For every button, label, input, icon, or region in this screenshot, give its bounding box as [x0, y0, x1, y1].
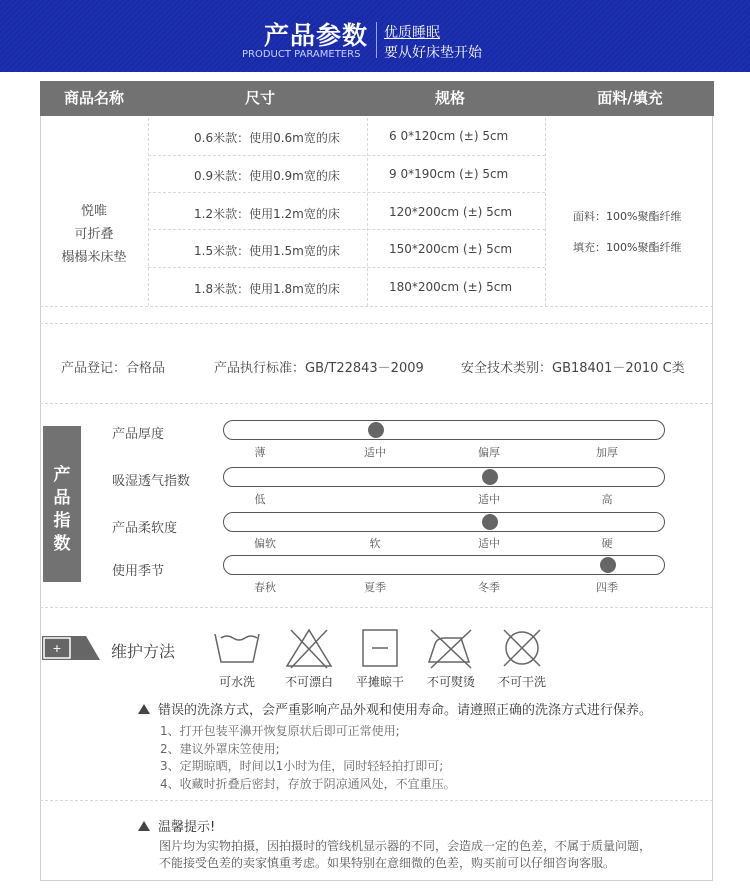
tip-line: 不能接受色差的卖家慎重考虑。如果特别在意细微的色差，购买前可以仔细咨询客服。 — [159, 856, 616, 870]
size-cell: 1.8米款：使用1.8m宽的床 — [194, 282, 340, 296]
breathability-indicator — [482, 469, 498, 485]
scale-tick: 偏软 — [254, 537, 276, 550]
care-note: 2、建议外罩床笠使用; — [160, 742, 280, 756]
scale-tick: 四季 — [596, 581, 618, 594]
header-product-name: 商品名称 — [63, 89, 124, 107]
spec-cell: 150*200cm (±) 5cm — [389, 242, 513, 256]
filling-cell: 填充：100%聚酯纤维 — [573, 241, 682, 254]
product-index-tab — [43, 426, 81, 582]
softness-scale — [223, 512, 665, 532]
thickness-indicator — [368, 422, 384, 438]
season-label: 使用季节 — [112, 564, 165, 579]
tip-line: 图片均为实物拍摄，因拍摄时的管线机显示器的不同，会造成一定的色差，不属于质量问题， — [159, 839, 652, 853]
season-indicator — [600, 557, 616, 573]
thickness-scale — [223, 420, 665, 440]
section-divider — [40, 607, 713, 608]
tab-char: 指 — [53, 511, 71, 531]
product-index-title — [43, 464, 81, 556]
grid-line — [148, 155, 545, 156]
care-label-no-dry-clean: 不可干洗 — [497, 675, 547, 689]
tip-title-text: 温馨提示! — [158, 820, 216, 835]
softness-indicator — [482, 514, 498, 530]
scale-tick: 薄 — [254, 446, 266, 459]
flat-dry-icon — [354, 626, 406, 670]
spec-cell: 6 0*120cm (±) 5cm — [389, 129, 509, 143]
care-label-flat-dry: 平摊晾干 — [355, 675, 405, 689]
tab-char: 产 — [53, 465, 71, 485]
product-name-line: 悦唯 — [80, 204, 107, 219]
spec-cell: 120*200cm (±) 5cm — [389, 205, 513, 219]
safety-category: 安全技术类别：GB18401－2010 C类 — [461, 361, 685, 376]
care-tag-icon — [42, 636, 100, 660]
product-name-line: 可折叠 — [74, 227, 114, 242]
table-header — [40, 81, 714, 116]
thickness-label: 产品厚度 — [112, 427, 165, 442]
fabric-cell: 面料：100%聚酯纤维 — [573, 210, 682, 223]
no-bleach-icon — [283, 626, 335, 670]
size-cell: 1.2米款：使用1.2m宽的床 — [194, 207, 340, 221]
breathability-scale — [223, 467, 665, 487]
care-warning — [138, 699, 652, 718]
grid-line — [148, 192, 545, 193]
scale-tick: 低 — [254, 493, 266, 506]
section-divider — [40, 800, 713, 801]
care-label-no-iron: 不可熨烫 — [426, 675, 476, 689]
care-tag-symbol: + — [52, 640, 62, 656]
washable-icon — [211, 626, 263, 670]
scale-tick: 偏厚 — [478, 446, 500, 459]
tip-title — [138, 816, 215, 835]
scale-tick: 夏季 — [364, 581, 386, 594]
scale-tick: 加厚 — [596, 446, 618, 459]
grid-line — [148, 229, 545, 230]
scale-tick: 春秋 — [254, 581, 276, 594]
care-note: 1、打开包装平濞开恢复原状后即可正常使用; — [160, 724, 400, 738]
banner-slogan-line1: 优质睡眠 — [384, 25, 440, 41]
care-note: 3、定期晾晒，时间以1小时为佳，同时轻轻拍打即可; — [160, 759, 444, 773]
spec-cell: 180*200cm (±) 5cm — [389, 280, 513, 294]
grid-line — [545, 118, 546, 306]
scale-tick: 适中 — [478, 493, 500, 506]
grid-line — [367, 118, 368, 306]
section-divider — [40, 403, 713, 404]
scale-tick: 冬季 — [478, 581, 500, 594]
product-name-cell — [40, 200, 148, 269]
header-spec: 规格 — [434, 89, 465, 107]
scale-tick: 软 — [369, 537, 381, 550]
care-label-washable: 可水洗 — [218, 675, 256, 689]
no-iron-icon — [425, 626, 477, 670]
header-size: 尺寸 — [244, 89, 275, 107]
header-fabric: 面料/填充 — [597, 89, 663, 107]
tab-char: 品 — [53, 488, 71, 508]
banner-title: 产品参数 — [264, 21, 369, 50]
scale-tick: 适中 — [364, 446, 386, 459]
scale-tick: 高 — [601, 493, 613, 506]
warning-triangle-icon — [138, 704, 150, 714]
no-dry-clean-icon — [496, 626, 548, 670]
product-grade: 产品登记：合格品 — [61, 361, 166, 376]
grid-line — [148, 118, 149, 306]
size-cell: 0.6米款：使用0.6m宽的床 — [194, 131, 340, 145]
breathability-label: 吸湿透气指数 — [112, 474, 191, 489]
care-title: 维护方法 — [111, 642, 176, 661]
banner-subtitle: PRODUCT PARAMETERS — [242, 49, 361, 60]
care-note: 4、收藏时折叠后密封，存放于阴凉通风处，不宜重压。 — [160, 777, 456, 791]
size-cell: 0.9米款：使用0.9m宽的床 — [194, 169, 340, 183]
season-scale — [223, 555, 665, 575]
grid-line — [148, 267, 545, 268]
scale-tick: 适中 — [478, 537, 500, 550]
size-cell: 1.5米款：使用1.5m宽的床 — [194, 244, 340, 258]
care-warning-text: 错误的洗涤方式，会严重影响产品外观和使用寿命。请遵照正确的洗涤方式进行保养。 — [158, 703, 653, 718]
product-name-line: 榻榻米床垫 — [61, 250, 127, 265]
scale-tick: 硬 — [601, 537, 613, 550]
section-divider — [40, 306, 713, 307]
spec-cell: 9 0*190cm (±) 5cm — [389, 167, 509, 181]
header-banner — [0, 0, 750, 72]
section-divider — [40, 323, 713, 324]
warning-triangle-icon — [138, 821, 150, 831]
product-standard: 产品执行标准：GB/T22843－2009 — [214, 361, 424, 376]
care-label-no-bleach: 不可漂白 — [284, 675, 334, 689]
tab-char: 数 — [53, 534, 71, 554]
banner-divider — [376, 22, 377, 58]
softness-label: 产品柔软度 — [112, 521, 178, 536]
banner-slogan-line2: 要从好床垫开始 — [384, 45, 482, 61]
